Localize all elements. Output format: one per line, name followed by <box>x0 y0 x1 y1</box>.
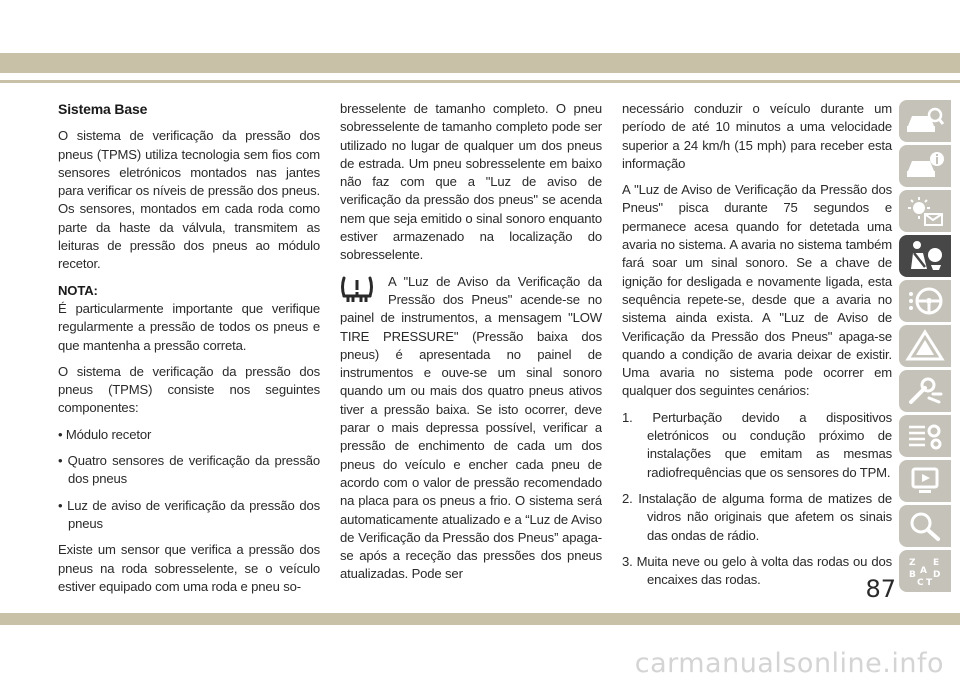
svg-text:T: T <box>926 577 933 588</box>
tab-technical-specs[interactable] <box>899 415 951 457</box>
list-item: 2. Instalação de alguma forma de matizes de vidros não originais que afetem os sinais das ondas de rádio. <box>622 490 892 543</box>
tab-servicing[interactable] <box>899 370 951 412</box>
tab-warning-lights[interactable] <box>899 190 951 232</box>
paragraph: necessário conduzir o veículo durante um período de até 10 minutos a uma velocidade superior a 24 km/h (15 mph) para receber esta informação <box>622 101 892 171</box>
column-left <box>58 100 320 604</box>
list-item: • Luz de aviso de verificação da pressão dos pneus <box>58 497 320 531</box>
page-number: 87 <box>865 575 896 603</box>
tpms-warning-icon <box>340 275 374 305</box>
section-heading: Sistema Base <box>58 101 148 117</box>
list-item: 3. Muita neve ou gelo à volta das rodas ou dos encaixes das rodas. <box>622 553 892 588</box>
paragraph: O sistema de verificação da pressão dos pneus (TPMS) consiste nos seguintes componentes: <box>58 363 320 416</box>
paragraph: A "Luz de Aviso de Verificação da Pressão dos Pneus" pisca durante 75 segundos e permanece acesa quando for detetada uma avaria no sistema. A avaria no sistema também fará soar um sinal sonoro. Se a chave de ignição for desligada e novamente ligada, esta sequência repete-se, desde que a avaria no sistema ainda exista. A "Luz de Aviso de Verificação da Pressão dos Pneus" apaga-se quando a condição de avaria deixar de existir. Uma avaria no sistema pode ocorrer em qualquer dos seguintes cenários: <box>622 182 892 399</box>
header-rule <box>0 80 960 83</box>
emergency-triangle-icon <box>905 329 945 363</box>
car-info-icon <box>905 149 945 183</box>
alphabetical-index-icon <box>905 554 945 588</box>
svg-text:D: D <box>933 569 941 580</box>
svg-text:Z: Z <box>909 557 916 568</box>
servicing-wrench-icon <box>905 374 945 408</box>
list-item: 1. Perturbação devido a dispositivos eletrónicos ou condução próximo de instalações que emitam as mesmas radiofrequências que os sensores do TPM. <box>622 409 892 480</box>
chapter-tabs <box>899 100 951 595</box>
safety-seatbelt-airbag-icon <box>905 239 945 273</box>
list-item: • Módulo recetor <box>58 426 152 442</box>
watermark: carmanualsonline.info <box>634 648 944 679</box>
tab-starting-driving[interactable] <box>899 280 951 322</box>
tab-index-search[interactable] <box>899 505 951 547</box>
tab-safety[interactable] <box>899 235 951 277</box>
svg-text:E: E <box>933 557 940 568</box>
warning-text: A "Luz de Aviso da Verificação da Pressão dos Pneus" acende-se no painel de instrumentos, a mensagem "LOW TIRE PRESSURE" (Pressão baixa dos pneus) é apresentada no painel de instrumentos e ouve-se um sinal sonoro quando um ou mais dos quatro pneus ativos tiver a pressão baixa. Se isto ocorrer, deve parar o mais depressa possível, verificar a pressão de enchimento de cada um dos pneus do veículo e encher cada pneu de acordo com o valor de pressão recomendado na placa para os pneus a frio. O sistema será automaticamente atualizado e a “Luz de Aviso de Verificação da Pressão dos Pneus” apaga-se após a receção das pressões dos pneus atualizadas. Pode ser <box>340 273 602 582</box>
note-text: É particularmente importante que verifique regularmente a pressão de todos os pneus e que mantenha a pressão correta. <box>58 300 320 353</box>
tab-car-search[interactable] <box>899 100 951 142</box>
tab-emergency[interactable] <box>899 325 951 367</box>
footer-band <box>0 613 960 625</box>
svg-text:A: A <box>920 565 927 576</box>
technical-specifications-icon <box>905 419 945 453</box>
tab-car-info[interactable] <box>899 145 951 187</box>
multimedia-icon <box>905 464 945 498</box>
svg-text:C: C <box>917 577 924 588</box>
column-right <box>622 100 892 597</box>
index-search-icon <box>905 509 945 543</box>
header-band <box>0 53 960 73</box>
note-label: NOTA: <box>58 282 98 298</box>
warning-lights-message-icon <box>905 194 945 228</box>
tab-multimedia[interactable] <box>899 460 951 502</box>
tab-alphabetical-index[interactable] <box>899 550 951 592</box>
list-item: • Quatro sensores de verificação da pressão dos pneus <box>58 453 320 487</box>
paragraph: O sistema de verificação da pressão dos pneus (TPMS) utiliza tecnologia sem fios com sensores eletrónicos montados nas jantes para verificar os níveis de pressão dos pneus. Os sensores, montados em cada roda como parte da haste da válvula, transmitem as leituras de pressão dos pneus ao módulo recetor. <box>58 128 320 272</box>
car-search-icon <box>905 104 945 138</box>
column-middle <box>340 100 602 584</box>
svg-text:B: B <box>909 569 916 580</box>
starting-driving-icon <box>905 284 945 318</box>
warning-paragraph <box>340 273 602 584</box>
paragraph: bresselente de tamanho completo. O pneu sobresselente de tamanho completo pode ser utilizado no lugar de qualquer um dos pneus de estrada. Um pneu sobresselente em baixo não faz com que a "Luz de aviso de verificação da pressão dos pneus" se acenda nem que seja emitido o sinal sonoro enquanto estiver armazenado na localização do sobresselente. <box>340 101 602 263</box>
paragraph: Existe um sensor que verifica a pressão dos pneus na roda sobresselente, se o veículo estiver equipado com uma roda e pneu so- <box>58 542 320 594</box>
